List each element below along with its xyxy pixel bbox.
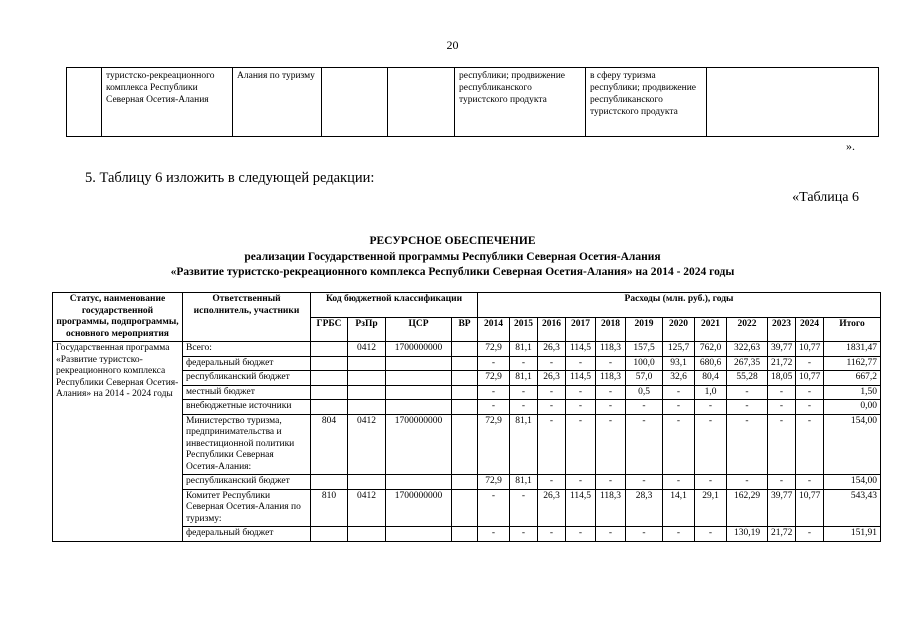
grbs-cell <box>311 400 348 415</box>
year-value-cell: - <box>478 489 510 527</box>
year-value-cell: - <box>510 385 538 400</box>
executor-cell: республиканский бюджет <box>183 371 311 386</box>
vr-cell <box>452 385 478 400</box>
year-value-cell: 72,9 <box>478 342 510 357</box>
vr-cell <box>452 527 478 542</box>
table-body <box>53 342 881 542</box>
year-value-cell: 93,1 <box>663 356 695 371</box>
vr-cell <box>452 414 478 475</box>
table-cell: республики; продвижение республиканского туристского продукта <box>455 68 586 137</box>
year-value-cell: 26,3 <box>538 371 566 386</box>
year-value-cell: - <box>768 475 796 490</box>
grbs-cell: 804 <box>311 414 348 475</box>
csr-cell <box>386 371 452 386</box>
heading-subtitle: реализации Государственной программы Республики Северная Осетия-Алания <box>244 251 661 263</box>
year-value-cell: 267,35 <box>727 356 768 371</box>
year-value-cell: - <box>566 400 596 415</box>
rzpr-cell: 0412 <box>348 489 386 527</box>
header-executor: Ответственный исполнитель, участники <box>183 293 311 342</box>
year-value-cell: 1,0 <box>695 385 727 400</box>
grbs-cell <box>311 356 348 371</box>
year-value-cell: - <box>727 400 768 415</box>
table-caption: «Таблица 6 <box>792 190 859 205</box>
page-number: 20 <box>446 38 459 52</box>
csr-cell: 1700000000 <box>386 342 452 357</box>
grbs-cell <box>311 342 348 357</box>
table-cell <box>388 68 455 137</box>
year-value-cell: 680,6 <box>695 356 727 371</box>
year-value-cell: - <box>663 400 695 415</box>
executor-cell: Министерство туризма, предпринимательства и инвестиционной политики Республики Северная Осетия-Алания: <box>183 414 311 475</box>
year-value-cell: 130,19 <box>727 527 768 542</box>
year-value-cell: - <box>510 527 538 542</box>
year-value-cell: - <box>663 527 695 542</box>
year-value-cell: 10,77 <box>796 342 824 357</box>
table-cell: туристско-рекреационного комплекса Республики Северная Осетия-Алания <box>102 68 233 137</box>
rzpr-cell <box>348 527 386 542</box>
year-value-cell: - <box>478 356 510 371</box>
year-value-cell: 81,1 <box>510 342 538 357</box>
year-value-cell: 118,3 <box>596 371 626 386</box>
header-year: 2014 <box>478 317 510 342</box>
header-rzpr: РзПр <box>348 317 386 342</box>
csr-cell <box>386 356 452 371</box>
year-value-cell: - <box>538 527 566 542</box>
year-value-cell: - <box>768 414 796 475</box>
heading-title: РЕСУРСНОЕ ОБЕСПЕЧЕНИЕ <box>369 235 536 247</box>
year-value-cell: 39,77 <box>768 342 796 357</box>
year-value-cell: - <box>566 356 596 371</box>
executor-cell: республиканский бюджет <box>183 475 311 490</box>
year-value-cell: 29,1 <box>695 489 727 527</box>
year-value-cell: - <box>566 385 596 400</box>
table-cell: в сферу туризма республики; продвижение республиканского туристского продукта <box>586 68 707 137</box>
year-value-cell: - <box>596 356 626 371</box>
grbs-cell <box>311 475 348 490</box>
header-year: 2020 <box>663 317 695 342</box>
header-year: 2021 <box>695 317 727 342</box>
year-value-cell: 118,3 <box>596 489 626 527</box>
grbs-cell <box>311 385 348 400</box>
year-value-cell: - <box>538 356 566 371</box>
rzpr-cell <box>348 371 386 386</box>
year-value-cell: - <box>796 475 824 490</box>
header-year: 2024 <box>796 317 824 342</box>
csr-cell <box>386 475 452 490</box>
year-value-cell: - <box>796 527 824 542</box>
executor-cell: внебюджетные источники <box>183 400 311 415</box>
year-value-cell: - <box>796 414 824 475</box>
year-value-cell: 21,72 <box>768 356 796 371</box>
table-cell <box>322 68 388 137</box>
year-value-cell: - <box>695 414 727 475</box>
closing-quote: ». <box>846 139 855 153</box>
table-cell: Алания по туризму <box>233 68 322 137</box>
year-value-cell: - <box>695 400 727 415</box>
rzpr-cell <box>348 475 386 490</box>
year-value-cell: - <box>663 385 695 400</box>
year-value-cell: - <box>796 385 824 400</box>
table-row <box>67 68 879 137</box>
executor-cell: Всего: <box>183 342 311 357</box>
year-value-cell: - <box>596 414 626 475</box>
year-value-cell: 14,1 <box>663 489 695 527</box>
year-value-cell: - <box>596 385 626 400</box>
rzpr-cell: 0412 <box>348 414 386 475</box>
table-row <box>53 342 881 357</box>
header-year: 2023 <box>768 317 796 342</box>
year-value-cell: - <box>768 385 796 400</box>
year-value-cell: - <box>796 400 824 415</box>
year-value-cell: 81,1 <box>510 475 538 490</box>
table-cell <box>67 68 102 137</box>
year-value-cell: 762,0 <box>695 342 727 357</box>
year-value-cell: 39,77 <box>768 489 796 527</box>
vr-cell <box>452 356 478 371</box>
year-value-cell: 72,9 <box>478 414 510 475</box>
year-value-cell: 81,1 <box>510 414 538 475</box>
year-value-cell: - <box>796 356 824 371</box>
executor-cell: местный бюджет <box>183 385 311 400</box>
year-value-cell: - <box>626 400 663 415</box>
vr-cell <box>452 475 478 490</box>
header-total: Итого <box>824 317 881 342</box>
year-value-cell: - <box>538 414 566 475</box>
year-value-cell: 26,3 <box>538 489 566 527</box>
year-value-cell: - <box>566 414 596 475</box>
total-cell: 154,00 <box>824 475 881 490</box>
header-vr: ВР <box>452 317 478 342</box>
vr-cell <box>452 400 478 415</box>
year-value-cell: - <box>566 475 596 490</box>
executor-cell: Комитет Республики Северная Осетия-Алания по туризму: <box>183 489 311 527</box>
resource-table <box>52 292 881 542</box>
header-grbs: ГРБС <box>311 317 348 342</box>
year-value-cell: 100,0 <box>626 356 663 371</box>
year-value-cell: 55,28 <box>727 371 768 386</box>
total-cell: 1831,47 <box>824 342 881 357</box>
total-cell: 0,00 <box>824 400 881 415</box>
total-cell: 543,43 <box>824 489 881 527</box>
year-value-cell: - <box>626 527 663 542</box>
year-value-cell: 118,3 <box>596 342 626 357</box>
instruction-text: 5. Таблицу 6 изложить в следующей редакции: <box>85 170 375 186</box>
year-value-cell: - <box>768 400 796 415</box>
vr-cell <box>452 371 478 386</box>
year-value-cell: 28,3 <box>626 489 663 527</box>
year-value-cell: - <box>538 400 566 415</box>
executor-cell: федеральный бюджет <box>183 527 311 542</box>
year-value-cell: - <box>695 527 727 542</box>
header-year: 2016 <box>538 317 566 342</box>
header-year: 2019 <box>626 317 663 342</box>
csr-cell: 1700000000 <box>386 489 452 527</box>
year-value-cell: - <box>478 400 510 415</box>
heading-program-name: «Развитие туристско-рекреационного комплекса Республики Северная Осетия-Алания» на 2014 - 2024 годы <box>170 266 735 278</box>
total-cell: 1,50 <box>824 385 881 400</box>
grbs-cell <box>311 371 348 386</box>
year-value-cell: 81,1 <box>510 371 538 386</box>
year-value-cell: - <box>727 414 768 475</box>
csr-cell <box>386 385 452 400</box>
year-value-cell: 157,5 <box>626 342 663 357</box>
header-expenses: Расходы (млн. руб.), годы <box>478 293 881 318</box>
rzpr-cell <box>348 385 386 400</box>
year-value-cell: - <box>478 385 510 400</box>
year-value-cell: 162,29 <box>727 489 768 527</box>
year-value-cell: - <box>695 475 727 490</box>
vr-cell <box>452 342 478 357</box>
year-value-cell: - <box>510 400 538 415</box>
year-value-cell: - <box>626 414 663 475</box>
table-cell <box>707 68 879 137</box>
header-year: 2015 <box>510 317 538 342</box>
year-value-cell: - <box>727 475 768 490</box>
rzpr-cell <box>348 356 386 371</box>
year-value-cell: 18,05 <box>768 371 796 386</box>
year-value-cell: - <box>478 527 510 542</box>
year-value-cell: 322,63 <box>727 342 768 357</box>
year-value-cell: 57,0 <box>626 371 663 386</box>
vr-cell <box>452 489 478 527</box>
year-value-cell: - <box>663 414 695 475</box>
year-value-cell: 72,9 <box>478 371 510 386</box>
year-value-cell: 10,77 <box>796 371 824 386</box>
total-cell: 667,2 <box>824 371 881 386</box>
year-value-cell: 21,72 <box>768 527 796 542</box>
grbs-cell <box>311 527 348 542</box>
csr-cell <box>386 527 452 542</box>
year-value-cell: 114,5 <box>566 342 596 357</box>
year-value-cell: - <box>626 475 663 490</box>
total-cell: 1162,77 <box>824 356 881 371</box>
total-cell: 151,91 <box>824 527 881 542</box>
header-year: 2022 <box>727 317 768 342</box>
year-value-cell: 10,77 <box>796 489 824 527</box>
header-year: 2018 <box>596 317 626 342</box>
year-value-cell: - <box>510 489 538 527</box>
year-value-cell: - <box>538 385 566 400</box>
header-row <box>53 293 881 318</box>
grbs-cell: 810 <box>311 489 348 527</box>
year-value-cell: 80,4 <box>695 371 727 386</box>
year-value-cell: 114,5 <box>566 371 596 386</box>
csr-cell: 1700000000 <box>386 414 452 475</box>
continuation-table <box>66 67 879 137</box>
header-status: Статус, наименование государственной программы, подпрограммы, основного мероприятия <box>53 293 183 342</box>
csr-cell <box>386 400 452 415</box>
year-value-cell: 0,5 <box>626 385 663 400</box>
executor-cell: федеральный бюджет <box>183 356 311 371</box>
year-value-cell: - <box>510 356 538 371</box>
year-value-cell: 114,5 <box>566 489 596 527</box>
year-value-cell: 32,6 <box>663 371 695 386</box>
year-value-cell: - <box>538 475 566 490</box>
header-budget-code: Код бюджетной классификации <box>311 293 478 318</box>
status-cell: Государственная программа «Развитие туристско-рекреационного комплекса Республики Северная Осетия-Алания» на 2014 - 2024 годы <box>53 342 183 542</box>
year-value-cell: - <box>596 475 626 490</box>
year-value-cell: - <box>663 475 695 490</box>
year-value-cell: - <box>596 527 626 542</box>
year-value-cell: - <box>596 400 626 415</box>
year-value-cell: 26,3 <box>538 342 566 357</box>
year-value-cell: 125,7 <box>663 342 695 357</box>
year-value-cell: - <box>566 527 596 542</box>
header-year: 2017 <box>566 317 596 342</box>
year-value-cell: - <box>727 385 768 400</box>
year-value-cell: 72,9 <box>478 475 510 490</box>
rzpr-cell <box>348 400 386 415</box>
header-csr: ЦСР <box>386 317 452 342</box>
rzpr-cell: 0412 <box>348 342 386 357</box>
total-cell: 154,00 <box>824 414 881 475</box>
